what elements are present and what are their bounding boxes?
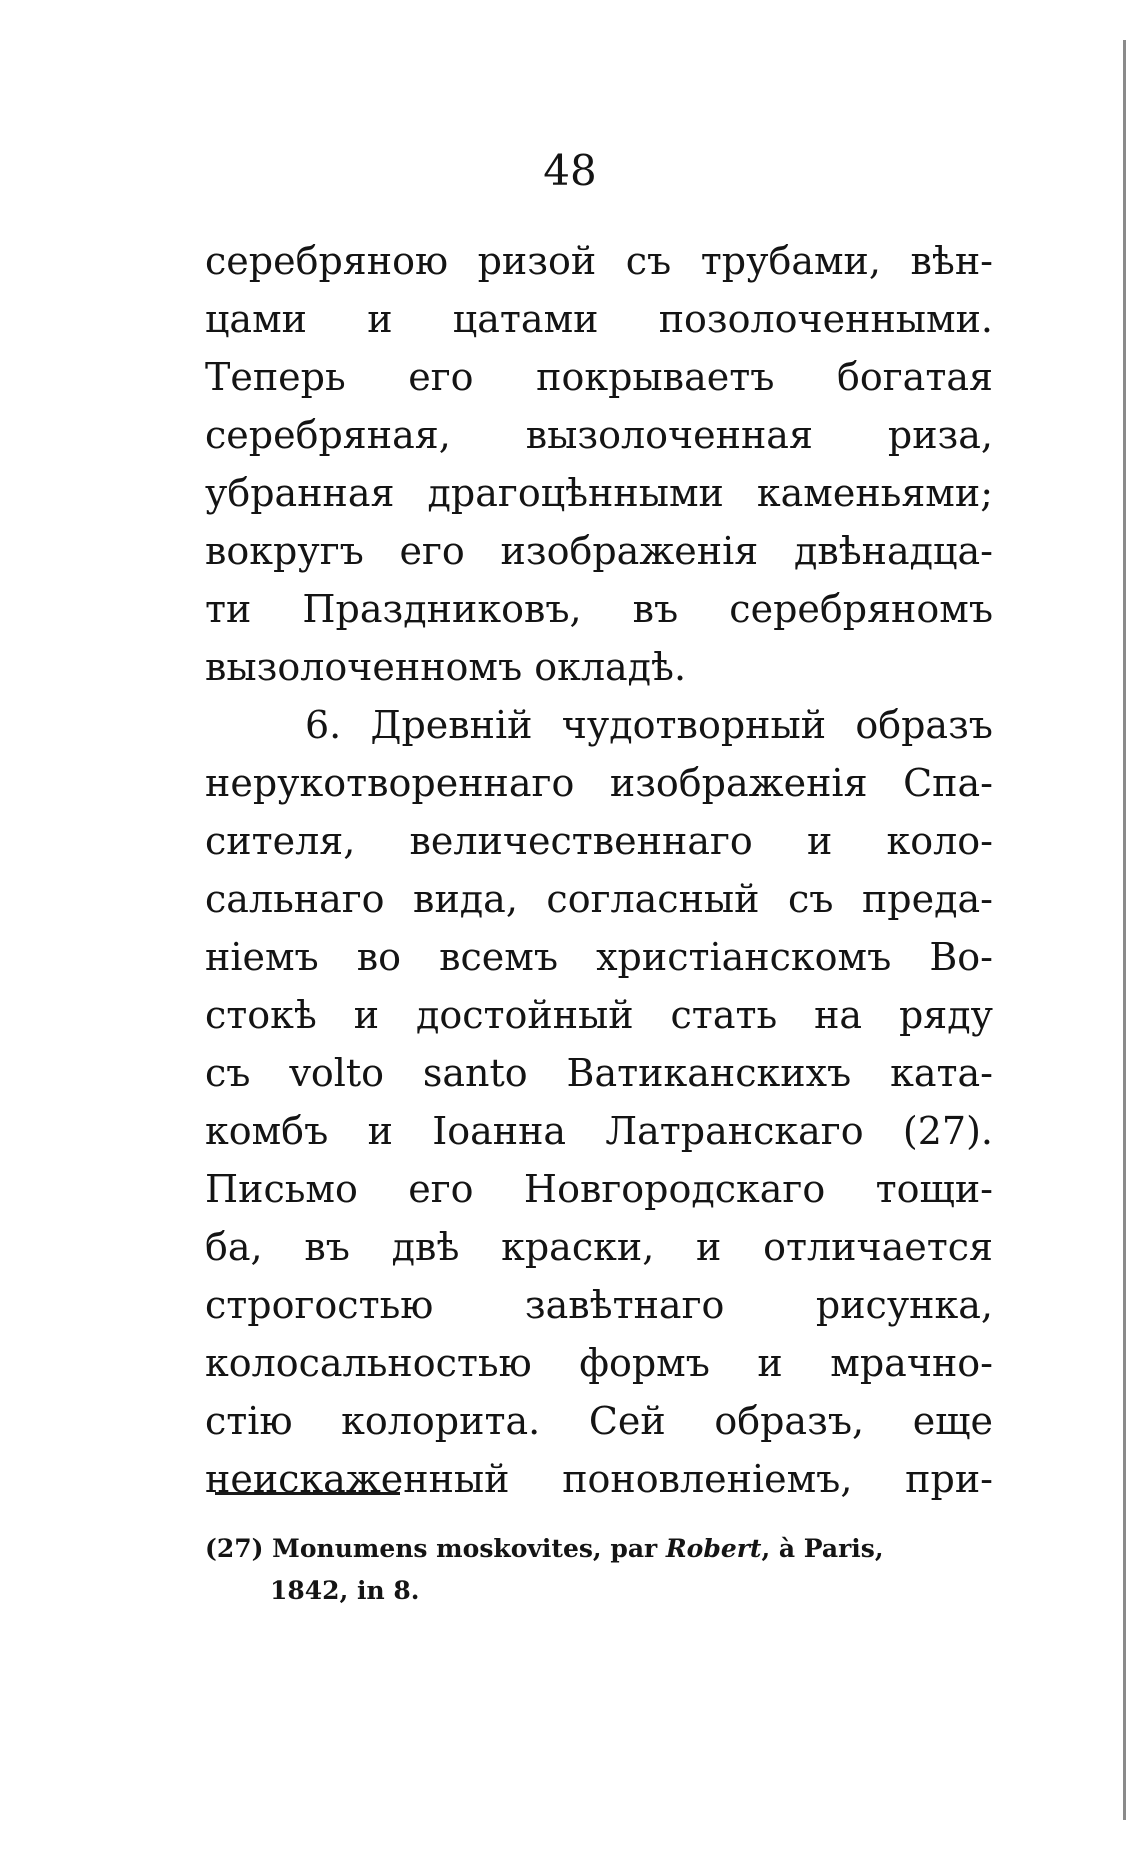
- text-line: 6. Древній чудотворный образъ: [305, 703, 993, 747]
- text-line: убранная драгоцѣнными каменьями;: [205, 471, 993, 515]
- text-line: ти Праздниковъ, въ серебряномъ: [205, 587, 993, 631]
- text-line: цами и цатами позолоченными.: [205, 297, 993, 341]
- footnote: [205, 1528, 995, 1612]
- text-line: ніемъ во всемъ христіанскомъ Во-: [205, 935, 993, 979]
- page-edge-shadow: [1123, 40, 1126, 1820]
- footnote-divider: [215, 1492, 400, 1495]
- text-line: неискаженный поновленіемъ, при-: [205, 1457, 993, 1501]
- text-line: вызолоченномъ окладѣ.: [205, 645, 687, 689]
- text-line: стію колорита. Сей образъ, еще: [205, 1399, 993, 1443]
- text-line: строгостью завѣтнаго рисунка,: [205, 1283, 993, 1327]
- text-line: комбъ и Іоанна Латранскаго (27).: [205, 1109, 993, 1153]
- body-text: [205, 232, 993, 1508]
- text-line: Теперь его покрываетъ богатая: [205, 355, 993, 399]
- footnote-line-1: [205, 1528, 995, 1570]
- text-line: колосальностью формъ и мрачно-: [205, 1341, 993, 1385]
- text-line: сальнаго вида, согласный съ преда-: [205, 877, 993, 921]
- text-line: сителя, величественнаго и коло-: [205, 819, 993, 863]
- footnote-place: , à Paris,: [761, 1534, 884, 1563]
- footnote-marker: (27): [205, 1534, 264, 1563]
- text-line: стокѣ и достойный стать на ряду: [205, 993, 993, 1037]
- footnote-line-2: 1842, in 8.: [270, 1576, 420, 1605]
- text-line: серебряною ризой съ трубами, вѣн-: [205, 239, 993, 283]
- text-line: серебряная, вызолоченная риза,: [205, 413, 993, 457]
- text-line: ба, въ двѣ краски, и отличается: [205, 1225, 993, 1269]
- text-line: вокругъ его изображенія двѣнадца-: [205, 529, 993, 573]
- footnote-author: Robert: [665, 1534, 762, 1563]
- text-line: нерукотвореннаго изображенія Спа-: [205, 761, 993, 805]
- footnote-title: Monumens moskovites, par: [272, 1534, 666, 1563]
- page-number: 48: [543, 146, 597, 195]
- text-line: Письмо его Новгородскаго тощи-: [205, 1167, 993, 1211]
- text-line: съ volto santo Ватиканскихъ ката-: [205, 1051, 993, 1095]
